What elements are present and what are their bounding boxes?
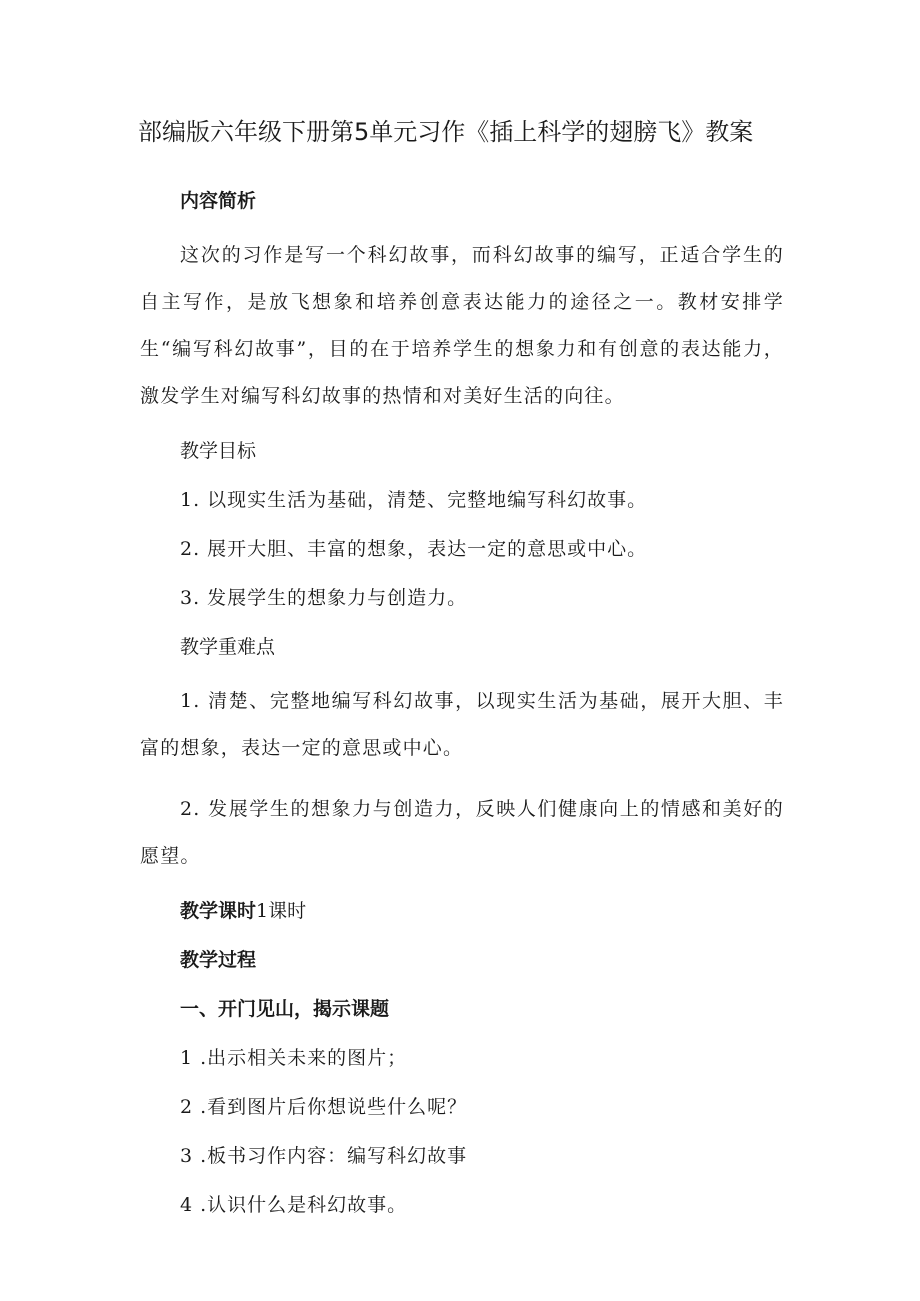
section-heading-content-analysis: 内容简析 [180, 190, 257, 212]
process-step-item: 3 .板书习作内容：编写科幻故事 [180, 1145, 468, 1167]
process-step-item: 1 .出示相关未来的图片； [180, 1047, 408, 1069]
teaching-goal-item: 3. 发展学生的想象力与创造力。 [180, 587, 468, 609]
key-point-item: 1. 清楚、完整地编写科幻故事，以现实生活为基础，展开大胆、丰富的想象，表达一定的意思或中心。 [140, 690, 784, 759]
document-body [140, 184, 784, 1222]
content-analysis-paragraph: 这次的习作是写一个科幻故事，而科幻故事的编写，正适合学生的自主写作，是放飞想象和培养创意表达能力的途径之一。教材安排学生“编写科幻故事”，目的在于培养学生的想象力和有创意的表达能力，激发学生对编写科幻故事的热情和对美好生活的向往。 [140, 244, 784, 407]
document-title: 部编版六年级下册第5单元习作《插上科学的翅膀飞》教案 [138, 118, 754, 146]
section-heading-process: 教学过程 [180, 949, 257, 971]
class-hours-label: 教学课时 [180, 900, 257, 922]
section-heading-teaching-goals: 教学目标 [180, 440, 257, 462]
class-hours-value: 1课时 [256, 900, 307, 922]
teaching-goal-item: 1. 以现实生活为基础，清楚、完整地编写科幻故事。 [180, 489, 648, 511]
process-step-item: 2 .看到图片后你想说些什么呢？ [180, 1096, 468, 1118]
key-point-item: 2. 发展学生的想象力与创造力，反映人们健康向上的情感和美好的愿望。 [140, 798, 784, 867]
process-step-heading: 一、开门见山，揭示课题 [180, 998, 390, 1020]
class-hours-line [140, 894, 784, 928]
teaching-goal-item: 2. 展开大胆、丰富的想象，表达一定的意思或中心。 [180, 538, 648, 560]
section-heading-key-points: 教学重难点 [180, 636, 276, 658]
process-step-item: 4 .认识什么是科幻故事。 [180, 1194, 408, 1216]
